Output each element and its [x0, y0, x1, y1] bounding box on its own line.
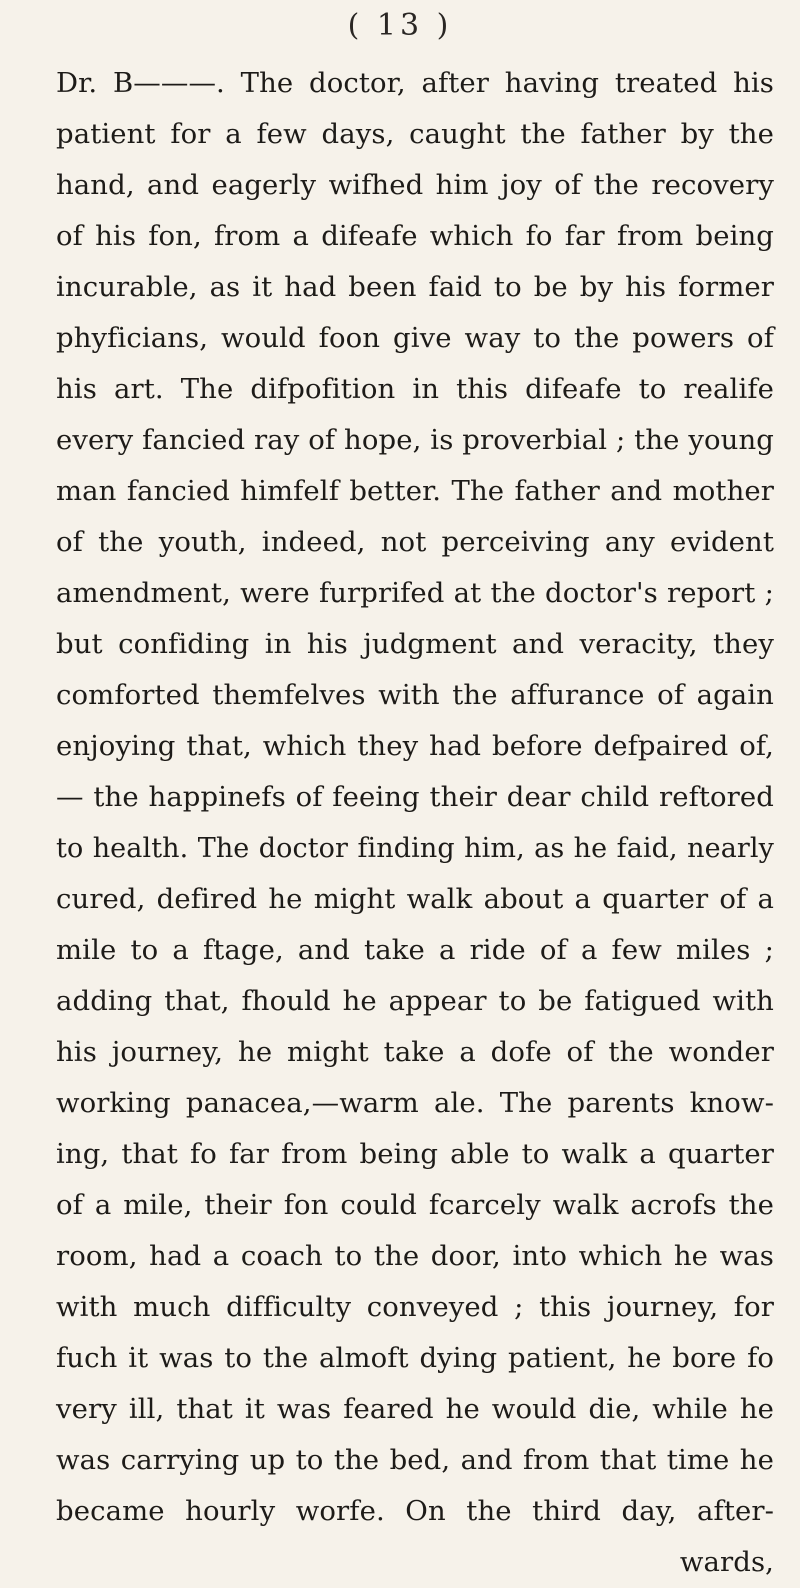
text-line: became hourly worfe. On the third day, after- — [56, 1495, 774, 1527]
text-line: very ill, that it was feared he would die, while he — [56, 1393, 774, 1425]
text-line: patient for a few days, caught the father by the — [56, 118, 774, 150]
text-line: working panacea,—warm ale. The parents know- — [56, 1087, 774, 1119]
text-line: amendment, were furprifed at the doctor's report ; — [56, 577, 774, 609]
text-line: to health. The doctor finding him, as he faid, nearly — [56, 833, 774, 864]
text-line: of a mile, their fon could fcarcely walk acrofs the — [56, 1189, 774, 1221]
text-line: every fancied ray of hope, is proverbial ; the young — [56, 424, 774, 456]
text-line: cured, defired he might walk about a quarter of a — [56, 883, 774, 915]
text-line: ing, that fo far from being able to walk a quarter — [56, 1138, 774, 1170]
text-line: adding that, fhould he appear to be fatigued with — [56, 985, 774, 1017]
text-line: comforted themfelves with the affurance of again — [56, 679, 774, 711]
text-line: of the youth, indeed, not perceiving any evident — [56, 526, 774, 558]
text-line: man fancied himfelf better. The father and mother — [56, 475, 774, 507]
text-line: room, had a coach to the door, into which he was — [56, 1240, 774, 1272]
text-line: hand, and eagerly wifhed him joy of the recovery — [56, 169, 774, 201]
text-line: but confiding in his judgment and veracity, they — [56, 628, 774, 660]
catchword: wards, — [679, 1546, 774, 1578]
text-line: was carrying up to the bed, and from that time he — [56, 1444, 774, 1476]
text-line: incurable, as it had been faid to be by his former — [56, 271, 774, 303]
text-line: Dr. B———. The doctor, after having treated his — [56, 67, 774, 99]
text-line: phyficians, would foon give way to the powers of — [56, 322, 774, 354]
text-line: of his fon, from a difeafe which fo far from being — [56, 220, 774, 252]
text-line: enjoying that, which they had before defpaired of, — [56, 730, 774, 762]
text-line: his art. The difpofition in this difeafe to realife — [56, 373, 774, 405]
text-line: mile to a ftage, and take a ride of a few miles ; — [56, 934, 774, 966]
text-line: with much difficulty conveyed ; this journey, for — [56, 1291, 774, 1323]
text-line: his journey, he might take a dofe of the wonder — [56, 1036, 774, 1068]
text-line: fuch it was to the almoft dying patient, he bore fo — [56, 1342, 774, 1374]
text-line: — the happinefs of feeing their dear child reftored — [56, 781, 774, 813]
page-number: ( 13 ) — [347, 8, 453, 43]
body-text — [56, 58, 774, 1588]
